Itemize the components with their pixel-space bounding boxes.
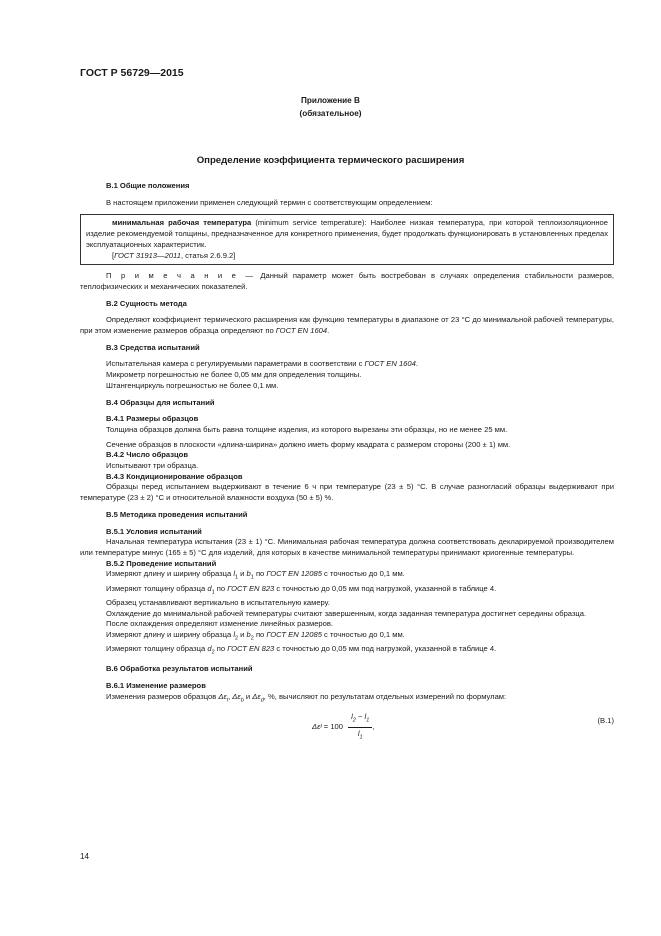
formula-b1 <box>80 710 614 741</box>
b52-measure-l1-b1 <box>80 569 614 583</box>
var: l <box>364 712 367 721</box>
section-b42-heading: В.4.2 Число образцов <box>106 450 188 460</box>
annex-heading <box>0 94 661 120</box>
b2-text-end: . <box>327 326 330 336</box>
b3-chamber-end: . <box>415 359 418 369</box>
document-body <box>80 181 614 741</box>
b3-chamber <box>80 359 614 370</box>
section-b3-heading: В.3 Средства испытаний <box>106 342 200 352</box>
formula-expression <box>312 712 374 743</box>
standard-ref: ГОСТ EN 12085 <box>266 629 322 639</box>
b3-caliper: Штангенциркуль погрешностью не более 0,1 мм. <box>106 380 279 390</box>
sub: 2 <box>250 635 254 642</box>
var: l <box>351 712 353 721</box>
text: с точностью до 0,1 мм. <box>321 569 405 579</box>
sub: 2 <box>211 649 215 656</box>
b43-conditioning: Образцы перед испытанием выдерживают в течение 6 ч при температуре (23 ± 5) °С. В случае разногласий образцы выдерживают при температуре (23 ± 2) °С и относительной влажности воздуха (50 ± 5) %. <box>80 482 614 503</box>
b61-text <box>80 692 614 706</box>
text: Изменения размеров образцов <box>106 691 219 701</box>
term-definition-box <box>80 214 614 265</box>
text: , %, вычисляют по результатам отдельных измерений по формулам: <box>263 691 507 701</box>
formula-fraction <box>348 712 375 743</box>
sub: b <box>240 697 244 704</box>
formula-lhs: Δε <box>312 722 321 732</box>
ref-article: , статья 2.6.9.2] <box>180 250 236 260</box>
b3-chamber-text: Испытательная камера с регулируемыми параметрами в соответствии с <box>106 359 365 369</box>
text: с точностью до 0,05 мм под нагрузкой, указанной в таблице 4. <box>274 583 497 593</box>
term-definition-text: Наиболее низкая температура, при которой теплоизоляционное изделие рекомендуемой толщины, предназначенное для конкретного применения, будет продолжать функционировать в установленных пределах эксплуатационных характеристик. <box>86 218 608 249</box>
b3-standard-ref: ГОСТ EN 1604 <box>364 359 416 369</box>
b41-thickness: Толщина образцов должна быть равна толщине изделия, из которого вырезаны эти образцы, но не менее 25 мм. <box>106 424 508 434</box>
note-label: П р и м е ч а н и е — <box>106 271 256 281</box>
section-b51-heading: В.5.1 Условия испытаний <box>106 526 202 536</box>
sub: 2 <box>235 635 239 642</box>
b52-after-cooling: После охлаждения определяют изменение линейных размеров. <box>106 619 334 629</box>
section-b6-heading: В.6 Обработка результатов испытаний <box>106 664 253 674</box>
annex-status: (обязательное) <box>299 109 362 118</box>
text: и <box>238 569 247 579</box>
annex-main-title: Определение коэффициента термического расширения <box>196 155 465 166</box>
sub: 1 <box>250 574 254 581</box>
text: с точностью до 0,1 мм. <box>321 629 405 639</box>
var-b: b <box>246 569 251 579</box>
text: Измеряют длину и ширину образца <box>106 629 234 639</box>
sub: 1 <box>211 589 215 596</box>
sub: 2 <box>352 717 356 724</box>
b52-cooling: Охлаждение до минимальной рабочей температуры считают завершенным, когда заданная температура достигнет середины образца. <box>106 608 587 618</box>
section-b52-heading: В.5.2 Проведение испытаний <box>106 558 217 568</box>
text: и <box>238 629 247 639</box>
text: по <box>214 644 228 654</box>
text: по <box>253 569 267 579</box>
b41-section: Сечение образцов в плоскости «длина-ширина» должно иметь форму квадрата с размером стороны (200 ± 1) мм. <box>106 439 511 449</box>
sub: d <box>260 697 264 704</box>
section-b5-heading: В.5 Методика проведения испытаний <box>106 509 248 519</box>
sub: l <box>320 724 322 731</box>
text: Измеряют длину и ширину образца <box>106 569 234 579</box>
note-text: Данный параметр может быть востребован в случаях определения стабильности размеров, теплофизических и механических показателей. <box>80 271 614 291</box>
term-reference <box>86 251 608 262</box>
sub: 1 <box>359 734 363 741</box>
ref-standard: ГОСТ 31913—2011 <box>114 250 181 260</box>
op: − <box>355 712 365 721</box>
b52-install: Образец устанавливают вертикально в испытательную камеру. <box>106 597 330 607</box>
formula-tail: , <box>372 722 375 732</box>
var: l <box>357 729 360 739</box>
var-d: d <box>207 644 212 654</box>
b2-standard-ref: ГОСТ EN 1604 <box>275 326 328 336</box>
var-l: l <box>233 629 235 639</box>
fraction-denominator <box>358 728 363 743</box>
b3-micrometer: Микрометр погрешностью не более 0,05 мм для определения толщины. <box>106 370 362 380</box>
section-b2-text <box>80 315 614 336</box>
b42-count: Испытывают три образца. <box>106 461 199 471</box>
standard-ref: ГОСТ EN 12085 <box>266 569 322 579</box>
section-b1-intro: В настоящем приложении применен следующий термин с соответствующим определением: <box>106 197 433 207</box>
standard-ref: ГОСТ EN 823 <box>227 644 275 654</box>
symbol: Δε <box>218 691 227 701</box>
b52-measure-l2-b2 <box>80 630 614 644</box>
symbol: Δε <box>232 691 241 701</box>
sub: 1 <box>235 574 239 581</box>
section-b4-heading: В.4 Образцы для испытаний <box>106 397 215 407</box>
b2-text-part: Определяют коэффициент термического расширения как функцию температуры в диапазоне от 23 °С до минимальной рабочей температуры, при этом изменение размеров образца определяют по <box>80 315 614 336</box>
section-b1-heading: В.1 Общие положения <box>106 181 190 190</box>
text: с точностью до 0,05 мм под нагрузкой, указанной в таблице 4. <box>274 644 497 654</box>
term-name: минимальная рабочая температура <box>112 218 252 228</box>
symbol: Δε <box>252 691 261 701</box>
formula-equals: = 100 <box>321 722 346 732</box>
term-english: (minimum service temperature): <box>251 218 367 228</box>
text: и <box>243 691 253 701</box>
sub: 1 <box>366 717 370 724</box>
var-d: d <box>207 583 212 593</box>
document-code-header: ГОСТ Р 56729—2015 <box>80 67 184 79</box>
text: , <box>228 691 233 701</box>
ref-bracket: [ <box>112 250 115 260</box>
sub: l <box>226 697 229 704</box>
text: Измеряют толщину образца <box>106 644 208 654</box>
page-number: 14 <box>80 852 90 861</box>
var-b: b <box>246 629 251 639</box>
fraction-numerator <box>348 712 372 728</box>
text: по <box>214 583 228 593</box>
text: по <box>253 629 267 639</box>
section-b61-heading: В.6.1 Изменение размеров <box>106 681 206 691</box>
equation-number: (В.1) <box>597 716 614 725</box>
b52-measure-d2 <box>80 644 614 658</box>
b51-conditions: Начальная температура испытания (23 ± 1) °С. Минимальная рабочая температура должна соответствовать декларируемой производителем или температуре минус (165 ± 5) °С для изделий, для которых в качестве минимальной температуры принимают криогенные температуры. <box>80 537 614 557</box>
section-b41-heading: В.4.1 Размеры образцов <box>106 414 199 424</box>
section-b2-heading: В.2 Сущность метода <box>106 298 187 308</box>
b52-measure-d1 <box>80 584 614 598</box>
section-b1-note <box>80 271 614 292</box>
annex-title: Приложение В <box>301 96 360 105</box>
standard-ref: ГОСТ EN 823 <box>227 583 275 593</box>
term-definition <box>86 218 608 250</box>
section-b43-heading: В.4.3 Кондиционирование образцов <box>106 471 243 481</box>
var-l: l <box>233 569 235 579</box>
text: Измеряют толщину образца <box>106 583 208 593</box>
